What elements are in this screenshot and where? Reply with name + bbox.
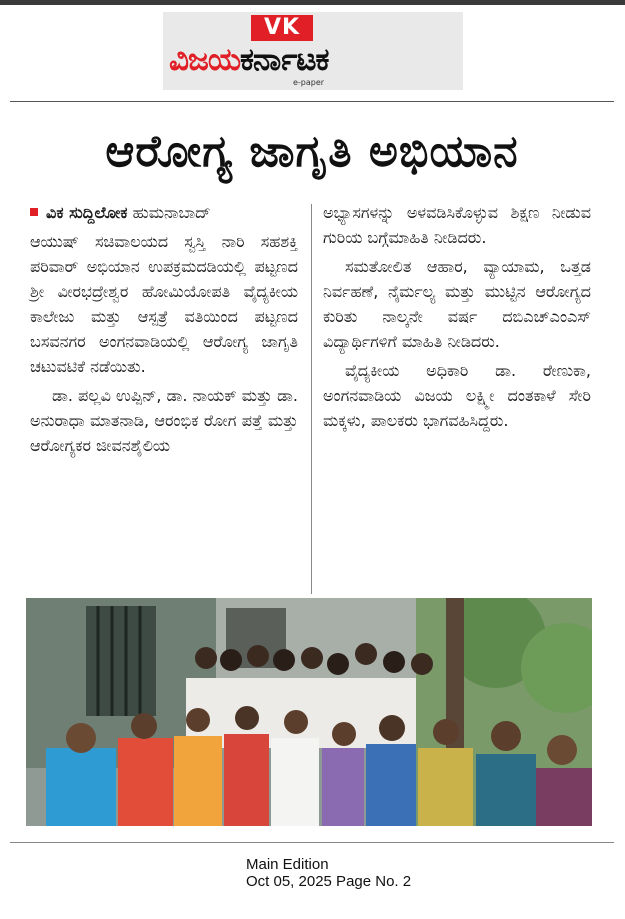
top-border [0, 0, 625, 5]
column-divider [311, 204, 312, 594]
article-paragraph-1: ಆಯುಷ್ ಸಚಿವಾಲಯದ ಸ್ವಸ್ತಿ ನಾರಿ ಸಹಶಕ್ತಿ ಪರಿವಾರ್ ಅಭಿಯಾನ ಉಪಕ್ರಮದಡಿಯಲ್ಲಿ ಪಟ್ಟಣದ ಶ್ರೀ ವೀರಭದ್ರೇಶ್ವರ ಹೋಮಿಯೋಪತಿ ವೈದ್ಯಕೀಯ ಕಾಲೇಜು ಮತ್ತು ಆಸ್ಪತ್ರೆ ವತಿಯಿಂದ ಪಟ್ಟಣದ ಬಸವನಗರ ಅಂಗನವಾಡಿಯಲ್ಲಿ ಆರೋಗ್ಯ ಜಾಗೃತಿ ಚಟುವಟಿಕೆ ನಡೆಯಿತು. [30, 232, 298, 376]
group-photo-illustration [26, 598, 592, 826]
dateline-place: ಹುಮನಾಬಾದ್ [132, 203, 211, 222]
dateline [30, 200, 298, 225]
article-column-right [323, 200, 591, 437]
article-paragraph-2: ಡಾ. ಪಲ್ಲವಿ ಉಪ್ಪಿನ್, ಡಾ. ನಾಯಕ್ ಮತ್ತು ಡಾ. ಅನುರಾಧಾ ಮಾತನಾಡಿ, ಆರಂಭಿಕ ರೋಗ ಪತ್ತೆ ಮತ್ತು ಆರೋಗ್ಯಕರ ಜೀವನಶೈಲಿಯ [30, 386, 298, 455]
epaper-tagline: e-paper [293, 78, 325, 87]
newspaper-name-part1: ವಿಜಯ [169, 42, 241, 78]
edition-footer [246, 856, 411, 890]
article-column-left [30, 200, 298, 462]
edition-name: Main Edition [246, 856, 329, 873]
masthead-divider [10, 101, 614, 102]
dateline-source: ವಿಕ ಸುದ್ದಿಲೋಕ [46, 203, 128, 222]
article-headline: ಆರೋಗ್ಯ ಜಾಗೃತಿ ಅಭಿಯಾನ [105, 126, 519, 177]
vk-badge: VK [251, 15, 313, 41]
article-paragraph-5: ವೈದ್ಯಕೀಯ ಅಧಿಕಾರಿ ಡಾ. ರೇಣುಕಾ, ಅಂಗನವಾಡಿಯ ವಿಜಯ ಲಕ್ಷ್ಮೀ ದಂತಕಾಳೆ ಸೇರಿ ಮಕ್ಕಳು, ಪಾಲಕರು ಭಾಗವಹಿಸಿದ್ದರು. [323, 361, 591, 430]
masthead-logo [163, 12, 463, 90]
article-paragraph-3: ಅಭ್ಯಾಸಗಳನ್ನು ಅಳವಡಿಸಿಕೊಳ್ಳುವ ಶಿಕ್ಷಣ ನೀಡುವ ಗುರಿಯ ಬಗ್ಗೆಮಾಹಿತಿ ನೀಡಿದರು. [323, 203, 591, 247]
newspaper-name-part2: ಕರ್ನಾಟಕ [240, 42, 329, 78]
edition-date-page: Oct 05, 2025 Page No. 2 [246, 873, 412, 890]
article-photo [26, 598, 592, 826]
footer-divider [10, 842, 614, 843]
bullet-square-icon [30, 208, 38, 216]
article-paragraph-4: ಸಮತೋಲಿತ ಆಹಾರ, ವ್ಯಾಯಾಮ, ಒತ್ತಡ ನಿರ್ವಹಣೆ, ನೈರ್ಮಲ್ಯ ಮತ್ತು ಮುಟ್ಟಿನ ಆರೋಗ್ಯದ ಕುರಿತು ನಾಲ್ಕನೇ ವರ್ಷ ದಬಿಎಚ್‌ಎಂಎಸ್ ವಿದ್ಯಾರ್ಥಿಗಳಿಗೆ ಮಾಹಿತಿ ನೀಡಿದರು. [323, 257, 591, 351]
newspaper-name [169, 40, 461, 80]
